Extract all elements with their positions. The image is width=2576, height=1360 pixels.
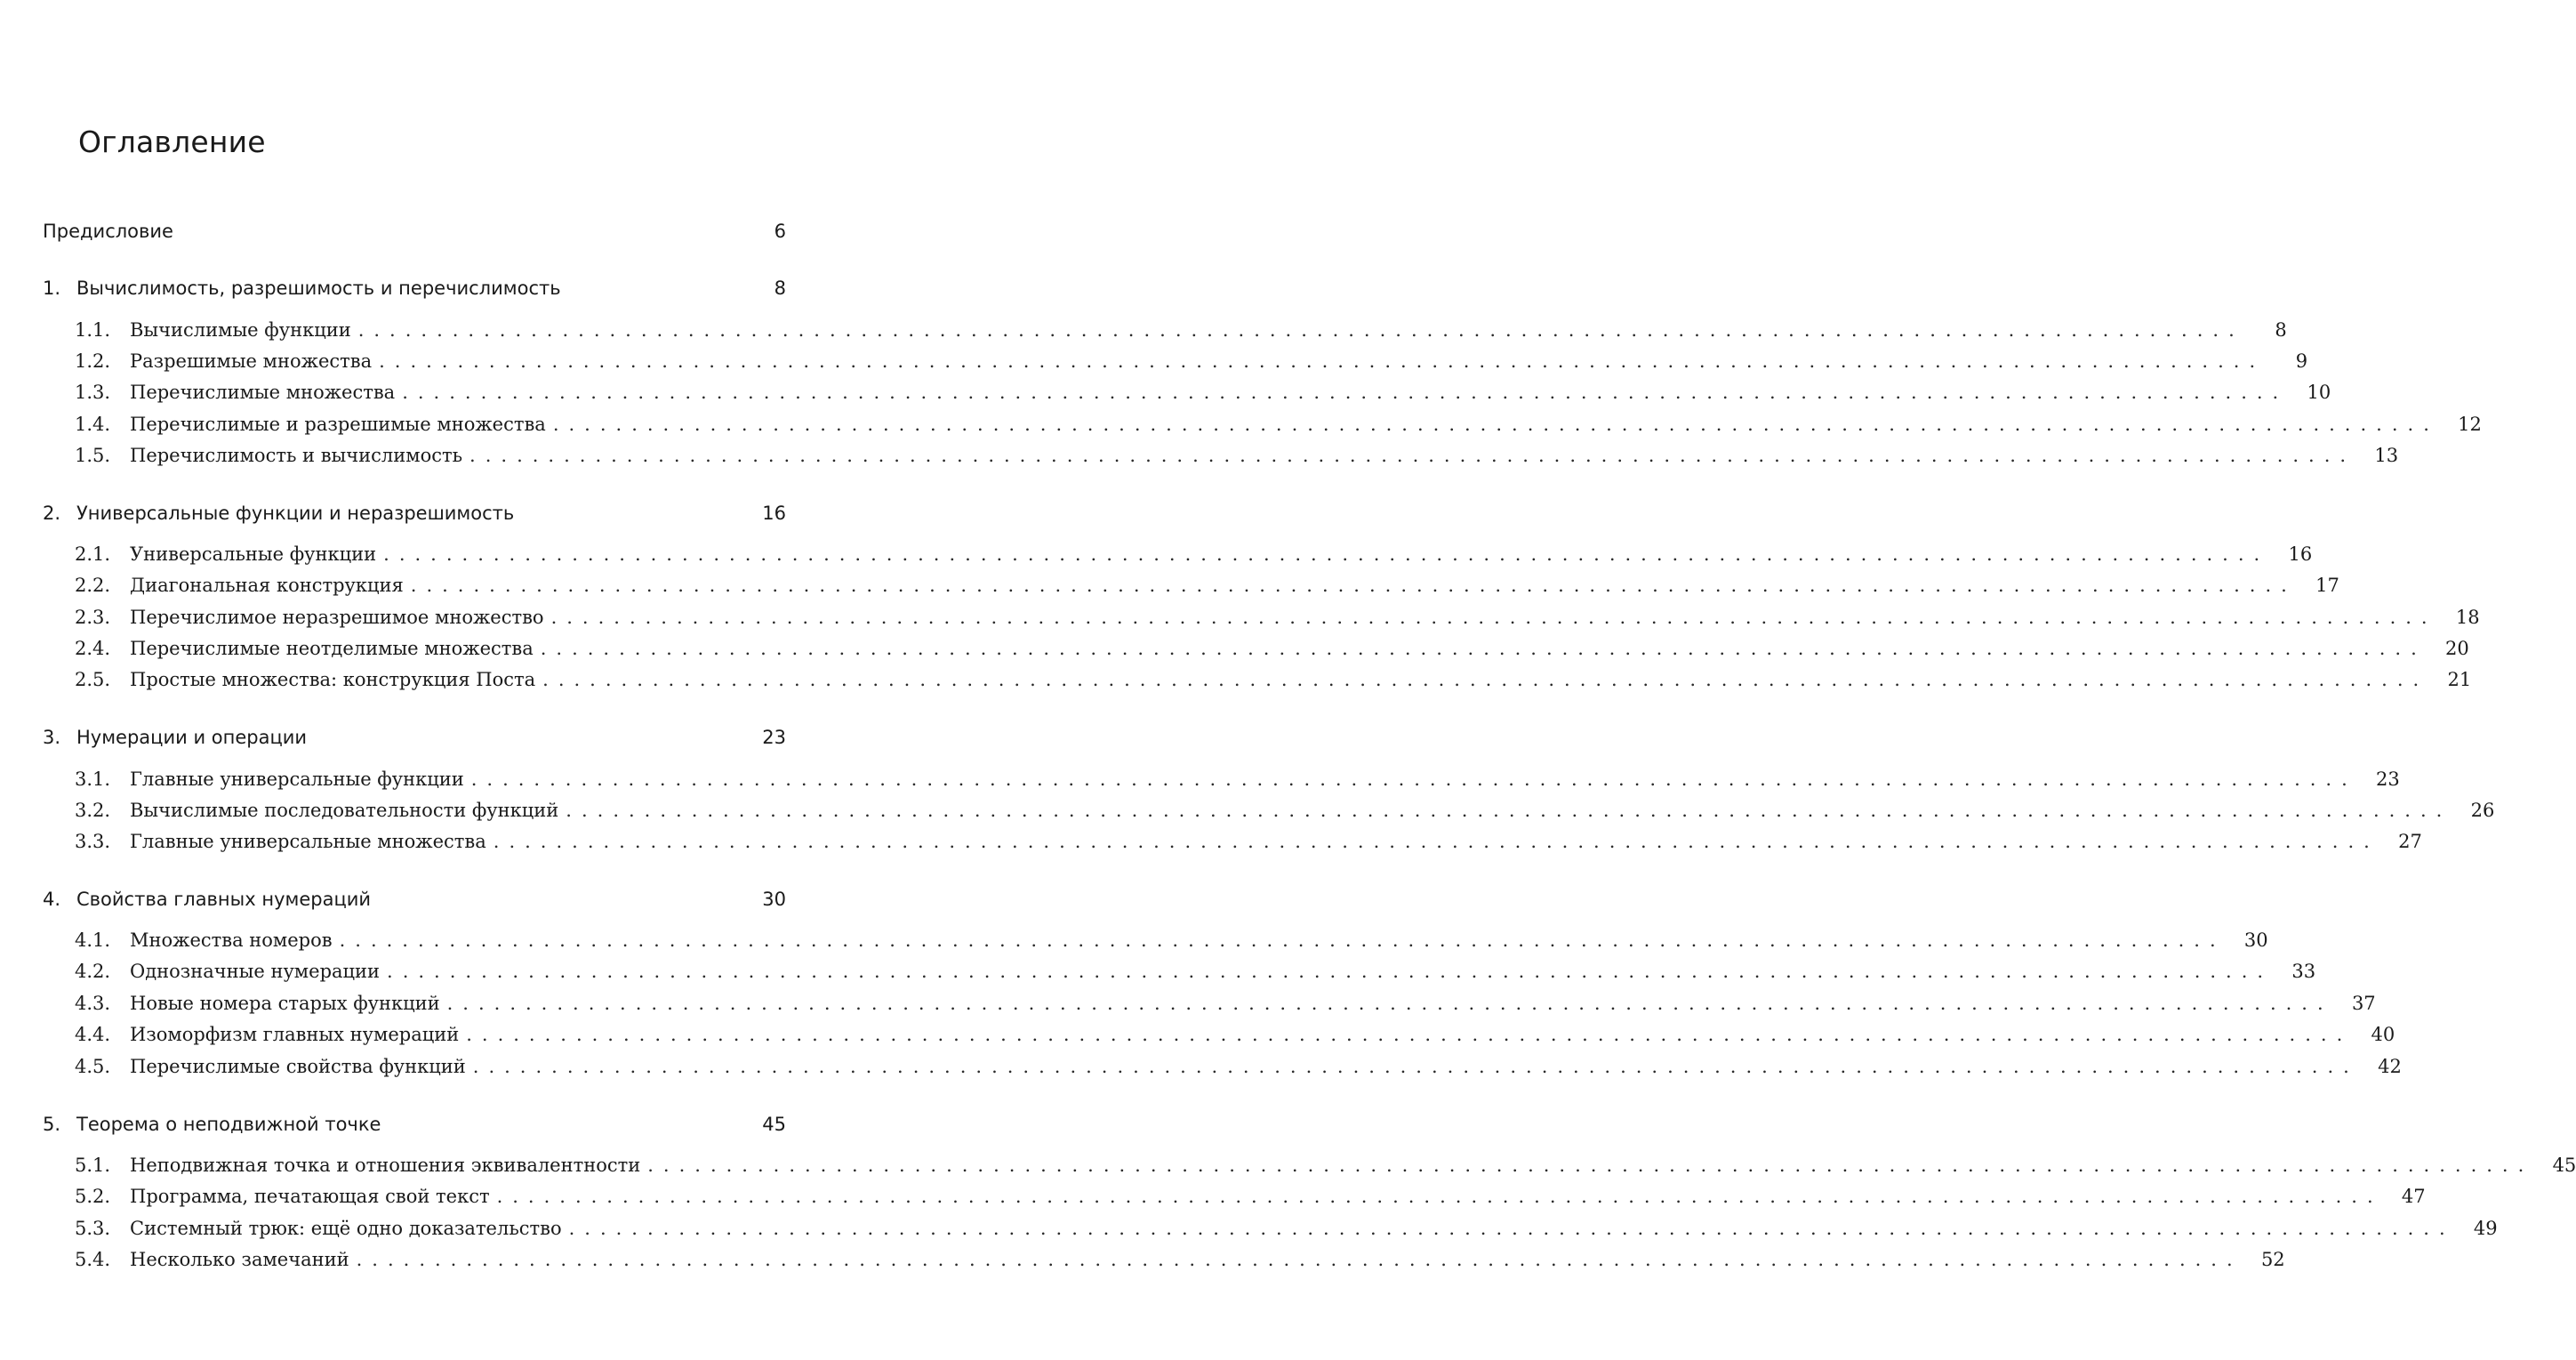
toc-page-number: 26: [2470, 800, 2495, 821]
toc-section-entry[interactable]: [75, 442, 2399, 469]
toc-chapter-entry[interactable]: [43, 886, 786, 913]
toc-page-number: 9: [2295, 350, 2308, 372]
dot-leader: ........................................................................................................................: [446, 993, 2333, 1014]
toc-entry-title: Главные универсальные функции: [130, 769, 464, 790]
toc-page-number: 45: [762, 1114, 786, 1135]
toc-section-number: 2.3.: [75, 607, 111, 628]
dot-leader: ........................................................................................................................: [410, 575, 2297, 596]
toc-section-entry[interactable]: [75, 927, 2268, 954]
toc-section-number: 1.2.: [75, 350, 111, 372]
toc-section-number: 2.4.: [75, 638, 111, 659]
toc-entry-title: Перечислимые множества: [130, 382, 396, 403]
dot-leader: ........................................................................................................................: [470, 769, 2357, 790]
toc-section-number: 3.1.: [75, 769, 111, 790]
toc-page-number: 45: [2552, 1155, 2576, 1176]
toc-section-entry[interactable]: [75, 604, 2480, 631]
toc-entry-title: Вычислимые последовательности функций: [130, 800, 559, 821]
toc-section-number: 5.4.: [75, 1249, 111, 1270]
dot-leader: ........................................................................................................................: [339, 929, 2226, 951]
dot-leader: ........................................................................................................................: [540, 638, 2427, 659]
dot-leader: ........................................................................................................................: [647, 1155, 2534, 1176]
toc-section-number: 5.3.: [75, 1218, 111, 1239]
toc-entry-title: Вычислимость, разрешимость и перечислимость: [76, 278, 561, 299]
toc-entry-title: Программа, печатающая свой текст: [130, 1186, 490, 1207]
toc-entry-title: Диагональная конструкция: [130, 575, 404, 596]
toc-page-number: 16: [2288, 543, 2313, 565]
toc-section-number: 3.3.: [75, 831, 111, 852]
toc-page-number: 21: [2447, 669, 2472, 690]
toc-page-number: 37: [2351, 993, 2376, 1014]
toc-page-number: 47: [2401, 1186, 2426, 1207]
toc-section-entry[interactable]: [75, 348, 2308, 374]
toc-section-entry[interactable]: [75, 1152, 2576, 1179]
dot-leader: ........................................................................................................................: [550, 607, 2437, 628]
toc-page-number: 8: [774, 278, 786, 299]
toc-section-entry[interactable]: [75, 797, 2495, 824]
toc-page-number: 18: [2455, 607, 2480, 628]
dot-leader: ........................................................................................................................: [402, 382, 2289, 403]
dot-leader: ........................................................................................................................: [469, 445, 2356, 466]
dot-leader: ........................................................................................................................: [357, 319, 2244, 341]
toc-section-entry[interactable]: [75, 572, 2339, 599]
toc-section-number: 1.1.: [75, 319, 111, 341]
toc-entry-title: Перечислимые и разрешимые множества: [130, 414, 546, 435]
toc-page-number: 10: [2307, 382, 2331, 403]
toc-section-entry[interactable]: [75, 766, 2400, 793]
toc-page-number: 13: [2374, 445, 2399, 466]
dot-leader: ........................................................................................................................: [552, 414, 2439, 435]
dot-leader: ........................................................................................................................: [379, 350, 2266, 372]
toc-section-number: 5.2.: [75, 1186, 111, 1207]
toc-chapter-number: 3.: [43, 727, 61, 748]
toc-preface-entry[interactable]: [43, 218, 786, 245]
toc-section-number: 4.3.: [75, 993, 111, 1014]
toc-section-entry[interactable]: [75, 541, 2313, 567]
toc-page-number: 42: [2378, 1056, 2402, 1077]
toc-section-entry[interactable]: [75, 666, 2472, 693]
toc-page-number: 8: [2275, 319, 2287, 341]
toc-entry-title: Изоморфизм главных нумераций: [130, 1024, 460, 1045]
toc-entry-title: Несколько замечаний: [130, 1249, 349, 1270]
dot-leader: ........................................................................................................................: [493, 831, 2379, 852]
toc-page-number: 40: [2371, 1024, 2395, 1045]
toc-page-number: 52: [2260, 1249, 2285, 1270]
toc-section-entry[interactable]: [75, 1246, 2285, 1273]
dot-leader: ........................................................................................................................: [542, 669, 2429, 690]
toc-section-number: 2.5.: [75, 669, 111, 690]
toc-page-number: 16: [762, 503, 786, 524]
dot-leader: ........................................................................................................................: [383, 543, 2270, 565]
toc-section-entry[interactable]: [75, 379, 2331, 406]
toc-page-number: 49: [2473, 1218, 2498, 1239]
toc-section-entry[interactable]: [75, 635, 2469, 662]
toc-section-entry[interactable]: [75, 411, 2482, 438]
toc-page-number: 17: [2315, 575, 2339, 596]
toc-chapter-entry[interactable]: [43, 275, 786, 302]
toc-chapter-entry[interactable]: [43, 500, 786, 527]
toc-section-number: 4.2.: [75, 961, 111, 982]
toc-entry-title: Множества номеров: [130, 929, 333, 951]
dot-leader: ........................................................................................................................: [466, 1024, 2353, 1045]
toc-entry-title: Перечислимое неразрешимое множество: [130, 607, 544, 628]
toc-chapter-entry[interactable]: [43, 1111, 786, 1138]
toc-section-number: 2.2.: [75, 575, 111, 596]
toc-section-number: 1.4.: [75, 414, 111, 435]
toc-page-number: 12: [2458, 414, 2482, 435]
toc-chapter-entry[interactable]: [43, 724, 786, 751]
toc-entry-title: Системный трюк: ещё одно доказательство: [130, 1218, 562, 1239]
toc-chapter-number: 1.: [43, 278, 61, 299]
toc-section-number: 1.5.: [75, 445, 111, 466]
toc-section-entry[interactable]: [75, 1021, 2395, 1048]
toc-section-entry[interactable]: [75, 828, 2422, 855]
dot-leader: ........................................................................................................................: [472, 1056, 2359, 1077]
page-title: Оглавление: [78, 125, 266, 159]
toc-entry-title: Неподвижная точка и отношения эквивалентности: [130, 1155, 641, 1176]
toc-entry-title: Перечислимые свойства функций: [130, 1056, 466, 1077]
toc-section-number: 4.5.: [75, 1056, 111, 1077]
dot-leader: ........................................................................................................................: [387, 961, 2274, 982]
dot-leader: ........................................................................................................................: [566, 800, 2452, 821]
toc-section-entry[interactable]: [75, 1215, 2498, 1242]
toc-entry-title: Разрешимые множества: [130, 350, 373, 372]
toc-entry-title: Вычислимые функции: [130, 319, 351, 341]
toc-entry-title: Перечислимость и вычислимость: [130, 445, 463, 466]
toc-entry-title: Универсальные функции и неразрешимость: [76, 503, 515, 524]
dot-leader: ........................................................................................................................: [356, 1249, 2243, 1270]
toc-section-entry[interactable]: [75, 990, 2376, 1017]
toc-entry-title: Нумерации и операции: [76, 727, 308, 748]
toc-entry-title: Предисловие: [43, 221, 173, 242]
toc-chapter-number: 4.: [43, 889, 61, 910]
toc-entry-title: Теорема о неподвижной точке: [76, 1114, 381, 1135]
toc-page-number: 30: [762, 889, 786, 910]
toc-section-number: 4.1.: [75, 929, 111, 951]
toc-section-entry[interactable]: [75, 1053, 2402, 1080]
toc-section-number: 4.4.: [75, 1024, 111, 1045]
toc-chapter-number: 5.: [43, 1114, 61, 1135]
dot-leader: ........................................................................................................................: [568, 1218, 2455, 1239]
toc-page-number: 6: [774, 221, 786, 242]
dot-leader: ........................................................................................................................: [496, 1186, 2383, 1207]
toc-section-entry[interactable]: [75, 317, 2287, 343]
toc-section-number: 5.1.: [75, 1155, 111, 1176]
toc-entry-title: Главные универсальные множества: [130, 831, 486, 852]
toc-entry-title: Однозначные нумерации: [130, 961, 381, 982]
toc-page-number: 23: [2376, 769, 2400, 790]
toc-section-entry[interactable]: [75, 1183, 2426, 1210]
toc-page-number: 23: [762, 727, 786, 748]
toc-entry-title: Простые множества: конструкция Поста: [130, 669, 536, 690]
toc-entry-title: Свойства главных нумераций: [76, 889, 372, 910]
toc-entry-title: Перечислимые неотделимые множества: [130, 638, 534, 659]
toc-section-number: 2.1.: [75, 543, 111, 565]
toc-page-number: 27: [2398, 831, 2422, 852]
toc-page-number: 20: [2445, 638, 2469, 659]
toc-entry-title: Новые номера старых функций: [130, 993, 440, 1014]
toc-page-number: 33: [2291, 961, 2316, 982]
toc-page-number: 30: [2243, 929, 2268, 951]
toc-entry-title: Универсальные функции: [130, 543, 377, 565]
toc-section-number: 1.3.: [75, 382, 111, 403]
toc-section-number: 3.2.: [75, 800, 111, 821]
toc-chapter-number: 2.: [43, 503, 61, 524]
toc-section-entry[interactable]: [75, 958, 2316, 985]
